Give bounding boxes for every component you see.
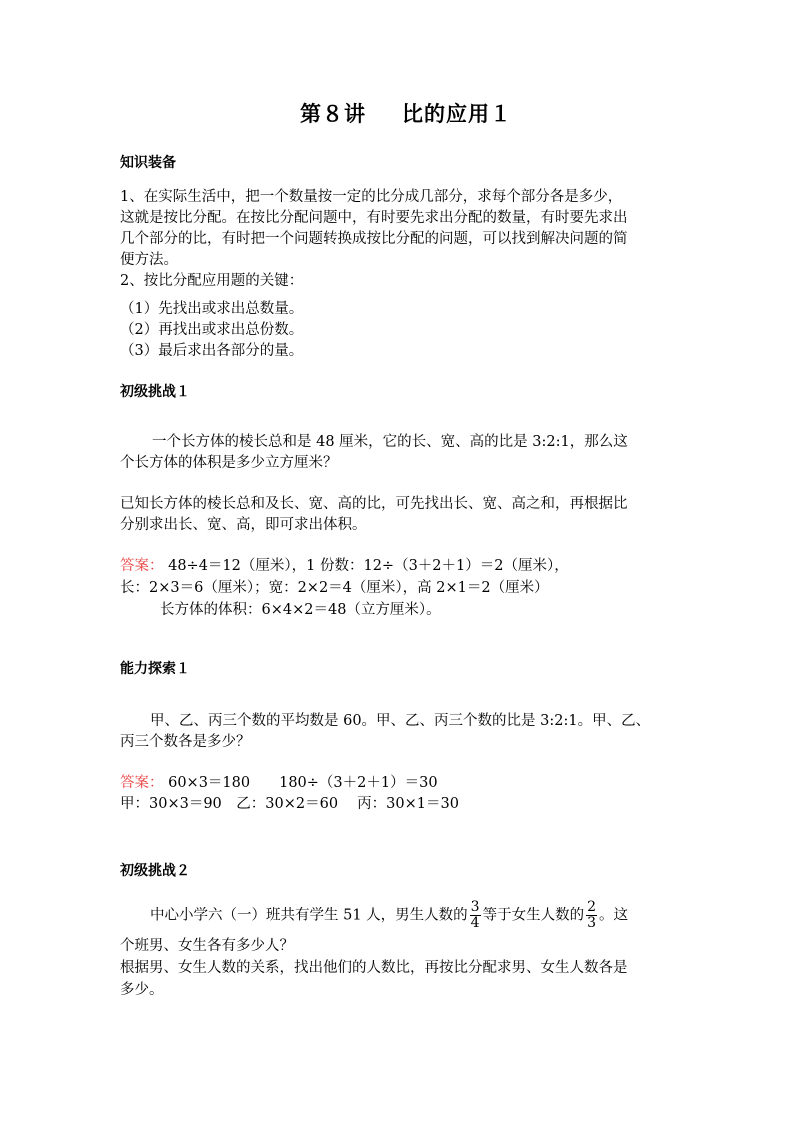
question-line: 一个长方体的棱长总和是 48 厘米，它的长、宽、高的比是 3:2:1，那么这 bbox=[152, 434, 628, 450]
lesson-topic: 比的应用１ bbox=[402, 101, 512, 126]
knowledge-line: 2、按比分配应用题的关键： bbox=[120, 273, 304, 289]
lesson-number: 第８讲 bbox=[300, 101, 366, 126]
section-heading-challenge-1: 初级挑战１ bbox=[120, 384, 190, 400]
knowledge-step: （1）先找出或求出总数量。 bbox=[120, 301, 304, 317]
hint-line: 分别求出长、宽、高，即可求出体积。 bbox=[120, 517, 367, 533]
knowledge-step: （3）最后求出各部分的量。 bbox=[120, 343, 304, 359]
answer-line bbox=[120, 556, 569, 577]
answer-line: 甲：30×3＝90 乙：30×2＝60 丙：30×1＝30 bbox=[120, 796, 459, 812]
section-heading-knowledge: 知识装备 bbox=[120, 155, 176, 171]
question-line: 个班男、女生各有多少人？ bbox=[120, 938, 294, 954]
knowledge-step: （2）再找出或求出总份数。 bbox=[120, 322, 304, 338]
hint-line: 根据男、女生人数的关系，找出他们的人数比，再按比分配求男、女生人数各是 bbox=[120, 960, 628, 976]
answer-label: 答案： bbox=[120, 558, 164, 574]
knowledge-line: 这就是按比分配。在按比分配问题中，有时要先求出分配的数量，有时要先求出 bbox=[120, 210, 628, 226]
knowledge-line: 几个部分的比，有时把一个问题转换成按比分配的问题，可以找到解决问题的简 bbox=[120, 231, 628, 247]
fraction-three-quarters: $\frac{3}{4}$ bbox=[470, 899, 480, 931]
hint-line: 已知长方体的棱长总和及长、宽、高的比，可先找出长、宽、高之和，再根据比 bbox=[120, 496, 628, 512]
question-line: 丙三个数各是多少？ bbox=[120, 734, 251, 750]
hint-line: 多少。 bbox=[120, 982, 164, 998]
fraction-two-thirds: $\frac{2}{3}$ bbox=[587, 899, 597, 931]
knowledge-line: 1、在实际生活中，把一个数量按一定的比分成几部分，求每个部分各是多少， bbox=[120, 189, 623, 205]
answer-line: 长方体的体积：6×4×2＝48（立方厘米）。 bbox=[160, 602, 441, 618]
answer-label: 答案： bbox=[120, 775, 164, 791]
section-heading-challenge-2: 初级挑战２ bbox=[120, 863, 190, 879]
question-line: 个长方体的体积是多少立方厘米？ bbox=[120, 455, 338, 471]
section-heading-explore-1: 能力探索１ bbox=[120, 661, 190, 677]
question-line: 中心小学六（一）班共有学生 51 人，男生人数的 $\frac{3}{4}$ 等于女生人数的 $\frac{2}{3}$ 。这 bbox=[150, 899, 629, 931]
answer-text: 60×3＝180 180÷（3＋2＋1）＝30 bbox=[163, 775, 438, 791]
answer-line: 长：2×3＝6（厘米）；宽：2×2＝4（厘米），高 2×1＝2（厘米） bbox=[120, 580, 549, 596]
answer-text: 48÷4＝12（厘米），1 份数：12÷（3＋2＋1）＝2（厘米）， bbox=[163, 558, 569, 574]
knowledge-line: 便方法。 bbox=[120, 252, 178, 268]
page-title bbox=[300, 98, 512, 128]
answer-line bbox=[120, 773, 438, 794]
question-line: 甲、乙、丙三个数的平均数是 60。甲、乙、丙三个数的比是 3:2:1。甲、乙、 bbox=[150, 713, 651, 729]
